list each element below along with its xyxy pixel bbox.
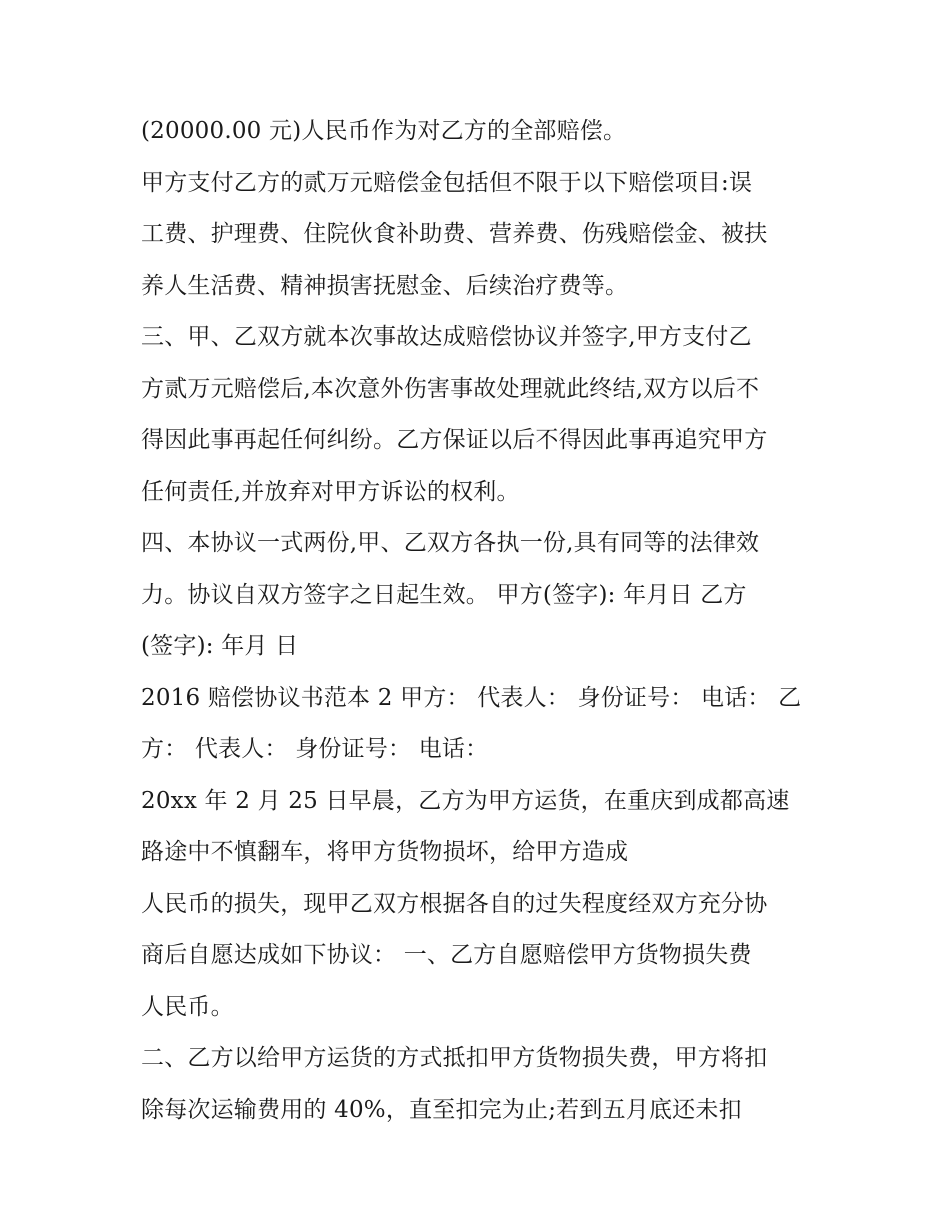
text-line-18: 人民币。 [141, 993, 234, 1020]
text-line-3: 工费、护理费、住院伙食补助费、营养费、伤残赔偿金、被扶 [141, 221, 768, 247]
text-line-8: 任何责任,并放弃对甲方诉讼的权利。 [141, 478, 520, 505]
text-line-5: 三、甲、乙双方就本次事故达成赔偿协议并签字,甲方支付乙 [141, 324, 752, 350]
text-line-13: 方： 代表人： 身份证号： 电话： [141, 736, 489, 762]
text-line-17: 商后自愿达成如下协议： 一、乙方自愿赔偿甲方货物损失费 [141, 942, 752, 968]
text-line-2: 甲方支付乙方的贰万元赔偿金包括但不限于以下赔偿项目:误 [141, 169, 753, 196]
text-line-14: 20xx 年 2 月 25 日早晨，乙方为甲方运货，在重庆到成都高速 [141, 787, 790, 814]
document-body [141, 106, 821, 1136]
text-line-9: 四、本协议一式两份,甲、乙双方各执一份,具有同等的法律效 [141, 530, 760, 556]
text-line-10: 力。协议自双方签字之日起生效。 甲方(签字): 年月日 乙方 [141, 581, 747, 608]
text-line-15: 路途中不慎翻车，将甲方货物损坏，给甲方造成 [141, 839, 629, 865]
text-line-7: 得因此事再起任何纠纷。乙方保证以后不得因此事再追究甲方 [141, 427, 768, 453]
text-line-20: 除每次运输费用的 40%，直至扣完为止;若到五月底还未扣 [141, 1096, 742, 1123]
text-line-11: (签字): 年月 日 [141, 633, 299, 659]
text-line-6: 方贰万元赔偿后,本次意外伤害事故处理就此终结,双方以后不 [141, 375, 760, 402]
text-line-19: 二、乙方以给甲方运货的方式抵扣甲方货物损失费，甲方将扣 [141, 1045, 768, 1071]
text-line-1: (20000.00 元)人民币作为对乙方的全部赔偿。 [141, 118, 627, 144]
text-line-16: 人民币的损失，现甲乙双方根据各自的过失程度经双方充分协 [141, 890, 768, 917]
text-line-4: 养人生活费、精神损害抚慰金、后续治疗费等。 [141, 272, 629, 299]
text-line-12: 2016 赔偿协议书范本 2 甲方： 代表人： 身份证号： 电话： 乙 [141, 684, 802, 711]
